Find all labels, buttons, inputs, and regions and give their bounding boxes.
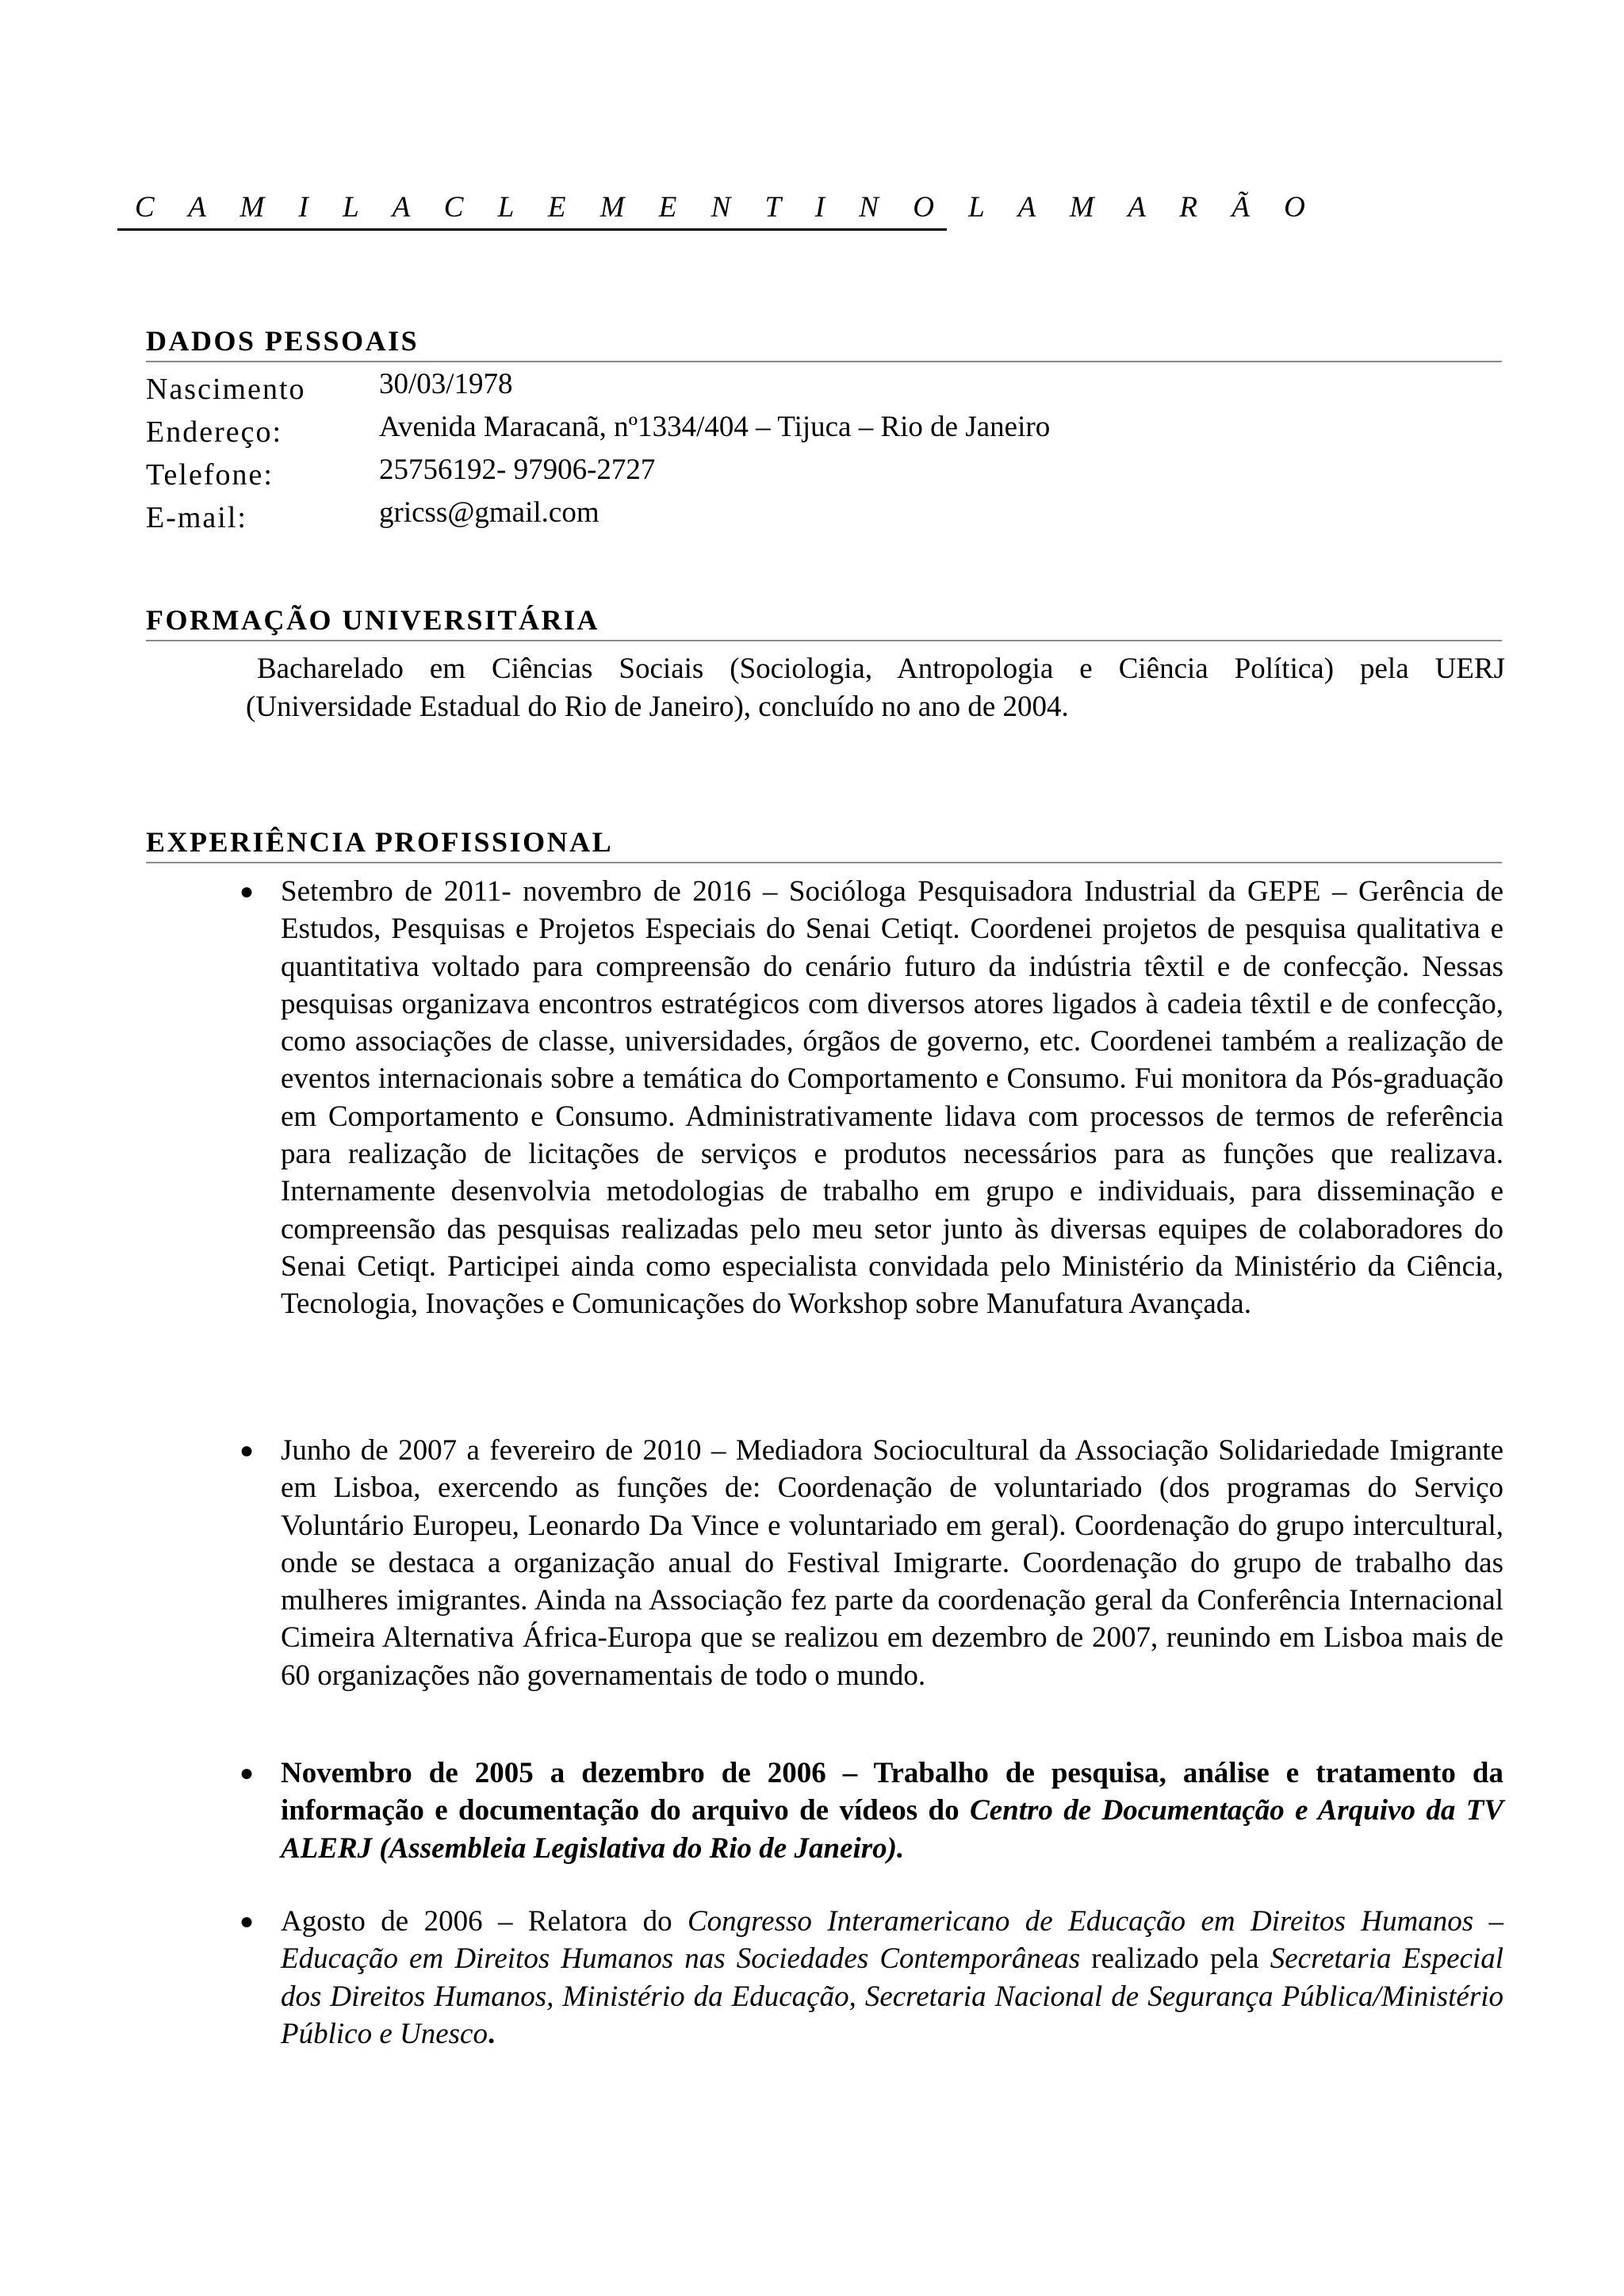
bullet-icon: ● (239, 1908, 255, 1934)
section-heading-experiencia: EXPERIÊNCIA PROFISSIONAL (146, 822, 1502, 863)
formacao-line-1: Bacharelado em Ciências Sociais (Sociologia, Antropologia e Ciência Política) pela UERJ (257, 652, 1505, 685)
candidate-name: C A M I L A C L E M E N T I N O L A M A R Ã O (117, 187, 947, 231)
formacao-paragraph (246, 650, 1505, 726)
personal-label: Nascimento (146, 373, 306, 406)
experience-text: Setembro de 2011- novembro de 2016 – Socióloga Pesquisadora Industrial da GEPE – Gerência de Estudos, Pesquisas e Projetos Especiais do Senai Cetiqt. Coordenei projetos de pesquisa qualitativa e quantitativa voltado para compreensão do cenário futuro da indústria têxtil e de confecção. Nessas pesquisas organizava encontros estratégicos com diversos atores ligados à cadeia têxtil e de confecção, como associações de classe, universidades, órgãos de governo, etc. Coordenei também a realização de eventos internacionais sobre a temática do Comportamento e Consumo. Fui monitora da Pós-graduação em Comportamento e Consumo. Administrativamente lidava com processos de termos de referência para realização de licitações de serviços e produtos necessários para as funções que realizava. Internamente desenvolvia metodologias de trabalho em grupo e individuais, para disseminação e compreensão das pesquisas realizadas pelo meu setor junto às diversas equipes de colaboradores do Senai Cetiqt. Participei ainda como especialista convidada pelo Ministério da Ministério da Ciência, Tecnologia, Inovações e Comunicações do Workshop sobre Manufatura Avançada. (281, 875, 1503, 1321)
personal-value: 25756192- 97906-2727 (379, 453, 656, 486)
experience-text: realizado pela (1080, 1942, 1270, 1976)
experience-event: Congresso Interamericano de Educação em Direitos Humanos – Educação em Direitos Humanos nas Sociedades Contemporâneas (281, 1905, 1503, 1976)
section-heading-formacao: FORMAÇÃO UNIVERSITÁRIA (146, 600, 1502, 641)
experience-text: Junho de 2007 a fevereiro de 2010 – Mediadora Sociocultural da Associação Solidariedade Imigrante em Lisboa, exercendo as funções de: Coordenação de voluntariado (dos programas do Serviço Voluntário Europeu, Leonardo Da Vince e voluntariado em geral). Coordenação do grupo intercultural, onde se destaca a organização anual do Festival Imigrarte. Coordenação do grupo de trabalho das mulheres imigrantes. Ainda na Associação fez parte da coordenação geral da Conferência Internacional Cimeira Alternativa África-Europa que se realizou em dezembro de 2007, reunindo em Lisboa mais de 60 organizações não governamentais de todo o mundo. (281, 1434, 1503, 1692)
personal-label: Endereço: (146, 415, 283, 449)
personal-value: 30/03/1978 (379, 368, 513, 400)
experience-item (239, 1903, 1504, 2053)
experience-institution: Secretaria Especial dos Direitos Humanos, Ministério da Educação, Secretaria Nacional de Segurança Pública/Ministério Público e Unesco (281, 1942, 1504, 2050)
experience-text: Novembro de 2005 a dezembro de 2006 – Trabalho de pesquisa, análise e tratamento da informação e documentação do arquivo de vídeos do (281, 1757, 1503, 1827)
bullet-icon: ● (239, 1437, 255, 1464)
bullet-icon: ● (239, 878, 255, 905)
experience-item (239, 1755, 1503, 1867)
personal-label: E-mail: (146, 501, 247, 534)
experience-item (239, 873, 1503, 1323)
section-heading-dados-pessoais: DADOS PESSOAIS (146, 321, 1502, 362)
experience-period: . (487, 2017, 496, 2050)
bullet-icon: ● (239, 1760, 255, 1786)
experience-item (239, 1432, 1503, 1694)
experience-institution: Centro de Documentação e Arquivo da TV ALERJ (Assembleia Legislativa do Rio de Janeiro). (281, 1794, 1503, 1865)
personal-value: gricss@gmail.com (379, 496, 599, 529)
personal-label: Telefone: (146, 458, 274, 492)
experience-text: Agosto de 2006 – Relatora do (281, 1905, 688, 1938)
personal-value: Avenida Maracanã, nº1334/404 – Tijuca – Rio de Janeiro (379, 411, 1051, 443)
formacao-line-2: (Universidade Estadual do Rio de Janeiro), concluído no ano de 2004. (246, 691, 1069, 723)
